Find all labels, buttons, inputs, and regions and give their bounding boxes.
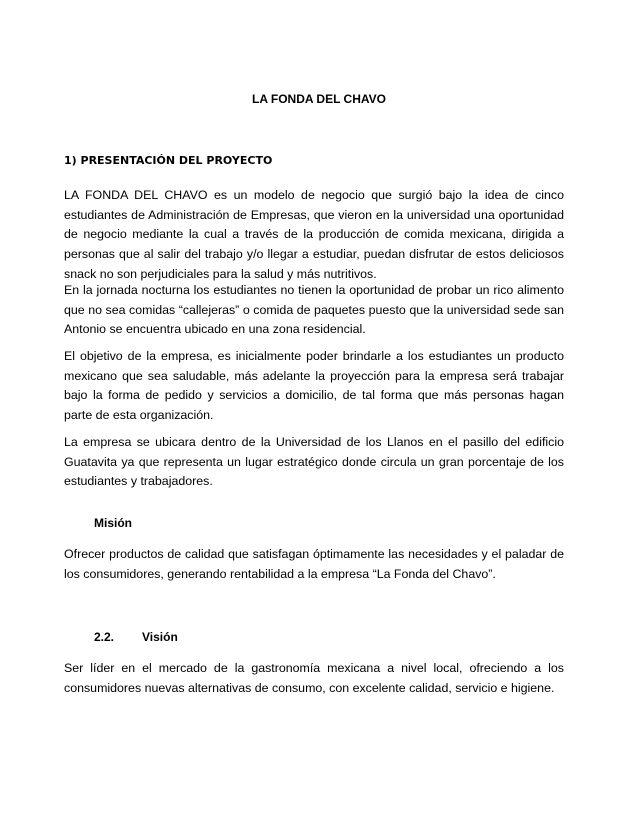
vision-section-number: 2.2. <box>94 630 115 644</box>
paragraph-presentacion-2: En la jornada nocturna los estudiantes no tienen la oportunidad de probar un rico alimento que no sea comidas “callejeras” o comida de paquetes puesto que la universidad sede san Antonio se encuentra ubicado en una zona residencial. <box>64 283 564 337</box>
paragraph-presentacion-1: LA FONDA DEL CHAVO es un modelo de negocio que surgió bajo la idea de cinco estudiantes de Administración de Empresas, que vieron en la universidad una oportunidad de negocio mediante la cual a través de la producción de comida mexicana, dirigida a personas que al salir del trabajo y/o llegar a estudiar, puedan disfrutar de estos deliciosos snack no son perjudiciales para la salud y más nutritivos. <box>64 188 564 281</box>
paragraph-mision: Ofrecer productos de calidad que satisfagan óptimamente las necesidades y el paladar de los consumidores, generando rentabilidad a la empresa “La Fonda del Chavo”. <box>64 547 564 581</box>
paragraph-presentacion-4: La empresa se ubicara dentro de la Universidad de los Llanos en el pasillo del edificio Guatavita ya que representa un lugar estratégico donde circula un gran porcentaje de los estudiantes y trabajadores. <box>64 435 564 489</box>
mision-heading: Misión <box>94 516 132 530</box>
document-title: LA FONDA DEL CHAVO <box>252 92 386 106</box>
paragraph-presentacion-3: El objetivo de la empresa, es inicialmente poder brindarle a los estudiantes un producto mexicano que sea saludable, más adelante la proyección para la empresa será trabajar bajo la forma de pedido y servicios a domicilio, de tal forma que más personas hagan parte de esta organización. <box>64 349 564 423</box>
vision-heading: Visión <box>142 630 178 644</box>
paragraph-vision: Ser líder en el mercado de la gastronomía mexicana a nivel local, ofreciendo a los consumidores nuevas alternativas de consumo, con excelente calidad, servicio e higiene. <box>64 661 564 695</box>
section-heading-presentacion: 1) PRESENTACIÓN DEL PROYECTO <box>64 154 273 167</box>
vision-heading-row <box>94 630 178 644</box>
